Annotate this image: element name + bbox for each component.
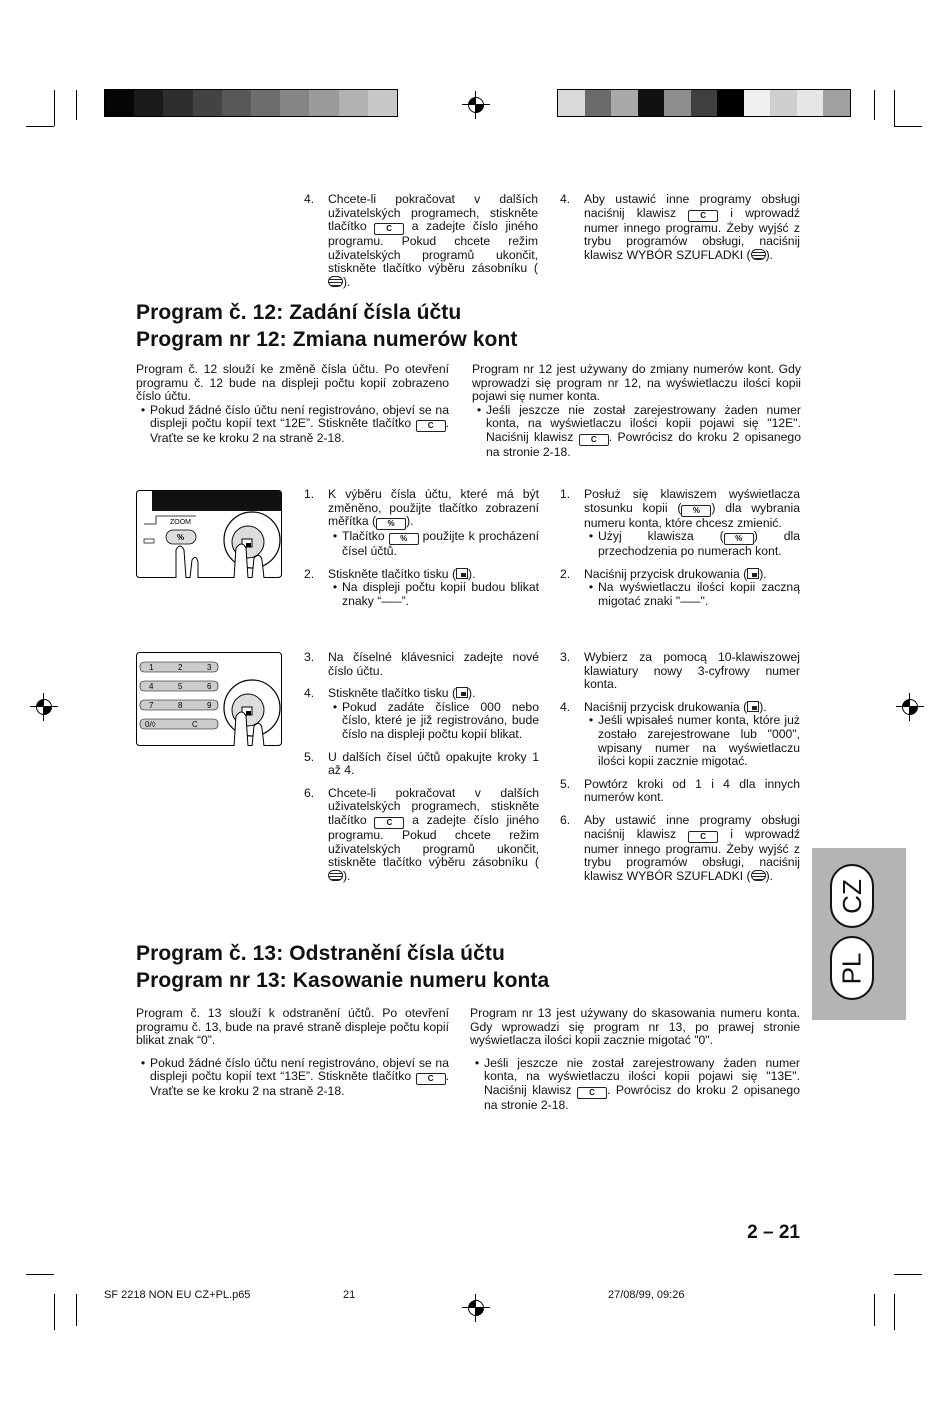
color-swatch	[823, 90, 850, 116]
print-key-icon	[456, 568, 468, 579]
color-swatch	[558, 90, 585, 116]
crop-mark	[894, 90, 895, 126]
keypad-key: 6	[207, 682, 212, 691]
tab-cz: CZ	[830, 864, 874, 928]
color-swatch	[309, 90, 338, 116]
color-swatch	[744, 90, 771, 116]
print-key-icon	[456, 687, 468, 698]
zoom-key-icon	[724, 533, 754, 545]
color-swatch	[105, 90, 134, 116]
c-key-icon	[577, 1087, 607, 1099]
zoom-key-icon	[681, 505, 711, 517]
print-key-icon	[747, 568, 759, 579]
program12-intro-cz: Program č. 12 slouží ke změně čísla účtu. Po otevření programu č. 12 bude na displeji počtu kopií zobrazeno číslo účtu. • Pokud žádné číslo účtu není registrováno, objeví se na displeji počtu kopií text “12E”. Stiskněte tlačítko C . Vraťte se ke kroku 2 na straně 2-18.	[136, 363, 449, 446]
program13-intro-pl: Program nr 13 jest używany do skasowania numeru konta. Gdy wprowadzi się program nr 13, po prawej stronie wyświetlacza ilości kopii zacznie migotać "0". • Jeśli jeszcze nie został zarejestrowany żaden numer konta, na wyświetlaczu ilości kopii pojawi się "13E". Naciśnij klawisz C . Powrócisz do kroku 2 opisanego na stronie 2-18.	[470, 1007, 800, 1113]
tray-select-icon	[751, 249, 766, 260]
color-swatch	[134, 90, 163, 116]
program13-title	[136, 940, 796, 994]
color-swatch	[664, 90, 691, 116]
program13-title-cz: Program č. 13: Odstranění čísla účtu	[136, 942, 505, 965]
keypad-key: 1	[149, 663, 154, 672]
top-step-pl: 4. Aby ustawić inne programy obsługi naciśnij klawisz C i wprowadź numer innego programu. Żeby wyjść z trybu programów obsługi, naciśnij klawisz WYBÓR SZUFLADKI ( ).	[560, 193, 800, 271]
tray-select-icon	[328, 870, 343, 881]
keypad-key: 8	[178, 701, 183, 710]
language-side-tab	[812, 848, 906, 1020]
program12-steps-b-pl: 3. Wybierz za pomocą 10-klawiszowej klawiatury nowy 3-cyfrowy numer konta. 4. Naciśnij przycisk drukowania ( ). • Jeśli wpisałeś numer konta, które już zostało zarejestrowane lub "000", wpisany numer na wyświetlaczu ilości kopii zacznie migotać. 5. Powtórz kroki od 1 i 4 dla innych numerów kont. 6. Aby ustawić inne programy obsługi naciśnij klawisz C i wprowadź numer innego programu. Żeby wyjść z trybu programów obsługi, naciśnij klawisz WYBÓR SZUFLADKI ( ).	[560, 651, 800, 892]
color-swatch	[163, 90, 192, 116]
c-key-icon	[688, 831, 718, 843]
crop-mark	[26, 126, 54, 127]
c-key-icon	[688, 210, 718, 222]
color-swatch	[193, 90, 222, 116]
c-key-icon	[579, 434, 609, 446]
footer-file: SF 2218 NON EU CZ+PL.p65	[104, 1289, 251, 1301]
crop-mark	[894, 1274, 922, 1275]
crop-mark	[894, 126, 922, 127]
color-swatch	[770, 90, 797, 116]
color-swatch	[638, 90, 665, 116]
zoom-print-illustration	[136, 490, 282, 578]
registration-mark-icon	[896, 693, 924, 721]
crop-mark	[54, 90, 55, 126]
color-swatch	[691, 90, 718, 116]
program13-title-pl: Program nr 13: Kasowanie numeru konta	[136, 969, 550, 992]
color-swatch	[368, 90, 397, 116]
program13-intro-cz: Program č. 13 slouží k odstranění účtů. Po otevření programu č. 13, bude na pravé straně displeje počtu kopií blikat znak “0”. • Pokud žádné číslo účtu není registrováno, objeví se na displeji počtu kopií text “13E”. Stiskněte tlačítko C . Vraťte se ke kroku 2 na straně 2-18.	[136, 1007, 449, 1099]
program12-steps-b-cz: 3. Na číselné klávesnici zadejte nové číslo účtu. 4. Stiskněte tlačítko tisku ( ). • Pokud zadáte číslice 000 nebo číslo, které je již registrováno, bude číslo na displeji počtu kopií blikat. 5. U dalších čísel účtů opakujte kroky 1 až 4. 6. Chcete-li pokračovat v dalších uživatelských programech, stiskněte tlačítko C a zadejte číslo jiného programu. Pokud chcete režim uživatelských programů ukončit, stiskněte tlačítko výběru zásobníku ().	[304, 651, 539, 892]
zoom-label: ZOOM	[170, 519, 191, 526]
crop-mark	[894, 1294, 895, 1330]
keypad-key: 9	[207, 701, 212, 710]
program12-title-pl: Program nr 12: Zmiana numerów kont	[136, 328, 518, 351]
keypad-key: 0/◊	[145, 720, 156, 729]
footer-date: 27/08/99, 09:26	[608, 1289, 685, 1301]
crop-mark	[26, 1274, 54, 1275]
color-swatch	[339, 90, 368, 116]
page-number: 2 – 21	[747, 1222, 800, 1243]
color-swatch	[797, 90, 824, 116]
keypad-key: 4	[149, 682, 154, 691]
keypad-key: 3	[207, 663, 212, 672]
crop-mark	[54, 1294, 55, 1330]
keypad-key: 7	[149, 701, 154, 710]
footer-page: 21	[343, 1289, 356, 1301]
color-swatch	[585, 90, 612, 116]
zoom-key-icon	[376, 518, 406, 530]
tray-select-icon	[328, 276, 343, 287]
registration-mark-icon	[30, 693, 58, 721]
keypad-key: C	[192, 720, 198, 729]
c-key-icon	[416, 420, 446, 432]
color-swatch	[222, 90, 251, 116]
keypad-key: 2	[178, 663, 183, 672]
color-calibration-bar	[557, 89, 851, 117]
crop-mark	[76, 90, 77, 120]
crop-mark	[76, 1294, 77, 1326]
color-swatch	[717, 90, 744, 116]
zoom-key-icon: %	[177, 533, 185, 542]
keypad-key: 5	[178, 682, 183, 691]
zoom-key-icon	[389, 533, 419, 545]
c-key-icon	[374, 817, 404, 829]
color-swatch	[280, 90, 309, 116]
print-key-icon	[747, 701, 759, 712]
program12-title-cz: Program č. 12: Zadání čísla účtu	[136, 301, 462, 324]
c-key-icon	[374, 223, 404, 235]
color-calibration-bar	[104, 89, 398, 117]
crop-mark	[874, 90, 875, 120]
crop-mark	[874, 1294, 875, 1326]
color-swatch	[611, 90, 638, 116]
keypad-print-illustration	[136, 652, 282, 746]
tab-pl: PL	[830, 936, 874, 1000]
program12-steps-a-cz: 1. K výběru čísla účtu, které má být změněno, použijte tlačítko zobrazení měřítka (% ). • Tlačítko % použijte k procházení čísel účtů. 2. Stiskněte tlačítko tisku ( ). • Na displeji počtu kopií budou blikat znaky “–––”.	[304, 488, 539, 618]
color-swatch	[251, 90, 280, 116]
program12-title	[136, 299, 776, 353]
registration-mark-icon	[462, 91, 490, 119]
c-key-icon	[416, 1073, 446, 1085]
program12-intro-pl: Program nr 12 jest używany do zmiany numerów kont. Gdy wprowadzi się program nr 12, na wyświetlaczu ilości kopii pojawi się numer konta. • Jeśli jeszcze nie został zarejestrowany żaden numer konta, na wyświetlaczu ilości kopii pojawi się "12E". Naciśnij klawisz C . Powrócisz do kroku 2 opisanego na stronie 2-18.	[472, 363, 801, 460]
tray-select-icon	[751, 870, 766, 881]
program12-steps-a-pl: 1. Posłuż się klawiszem wyświetlacza stosunku kopii (% ) dla wybrania numeru konta, które chcesz zmienić. • Użyj klawisza (% ) dla przechodzenia po numerach kont. 2. Naciśnij przycisk drukowania ( ). • Na wyświetlaczu ilości kopii zaczną migotać znaki "–––".	[560, 488, 800, 618]
top-step-cz: 4. Chcete-li pokračovat v dalších uživatelských programech, stiskněte tlačítko C a zadejte číslo jiného programu. Pokud chcete režim uživatelských programů ukončit, stiskněte tlačítko výběru zásobníku ().	[304, 193, 538, 299]
registration-mark-icon	[462, 1294, 490, 1322]
